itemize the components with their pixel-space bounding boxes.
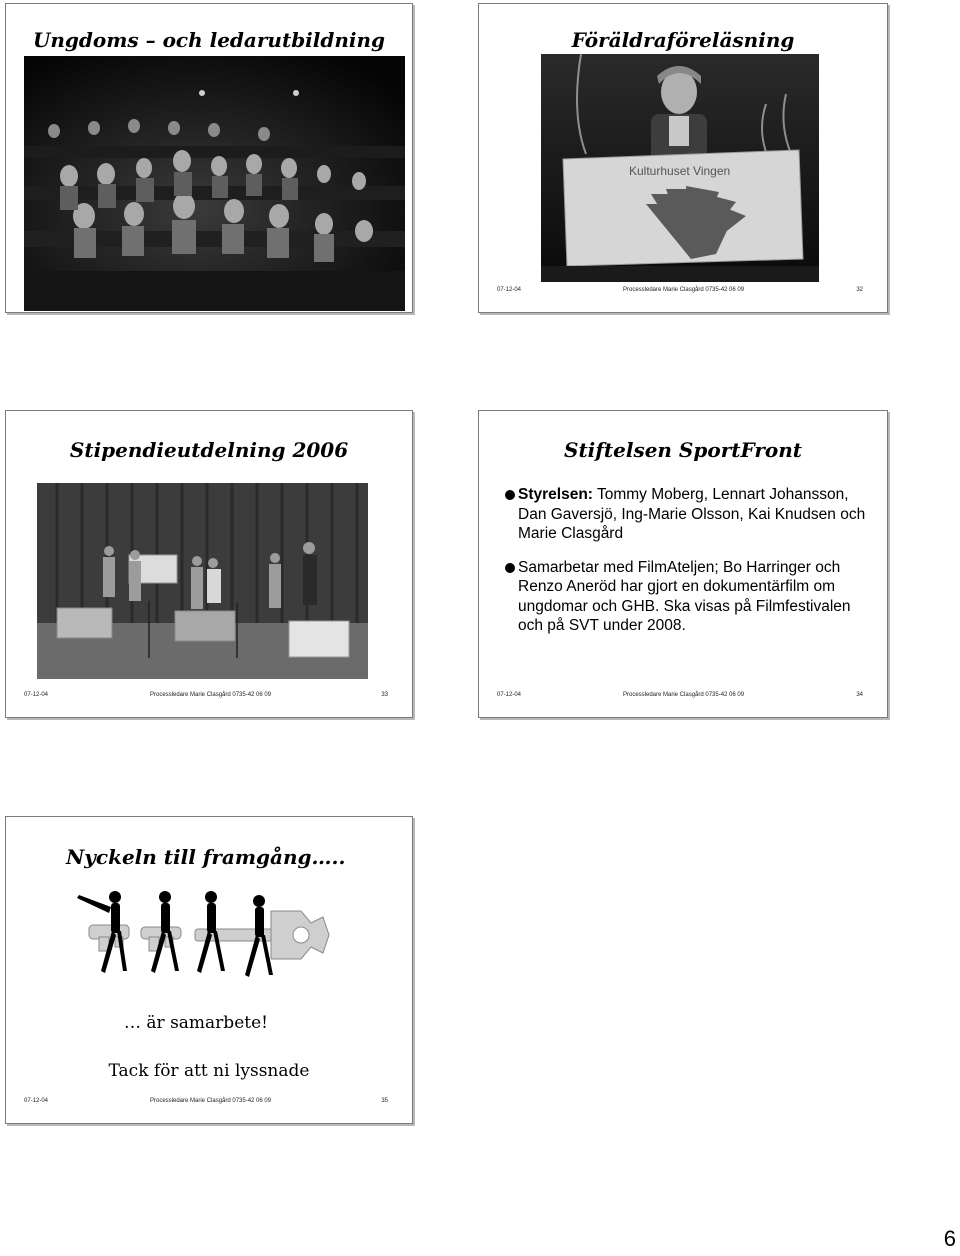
bullet-text: Samarbetar med FilmAteljen; Bo Harringer och Renzo Aneröd har gjort en dokumentärfilm om ungdomar och GHB. Ska visas på Filmfestivalen och på SVT under 2008. xyxy=(518,558,851,634)
page-number: 6 xyxy=(943,1226,956,1251)
speaker-photo xyxy=(541,54,819,282)
slide-33 xyxy=(5,410,413,718)
key-clipart-icon xyxy=(71,883,343,998)
thanks-line: Tack för att ni lyssnade xyxy=(108,1061,310,1081)
slide-footer xyxy=(479,287,887,297)
footer-slide-number: 32 xyxy=(856,287,863,293)
footer-slide-number: 33 xyxy=(381,692,388,698)
footer-date: 07-12-04 xyxy=(497,287,522,293)
slide-title: Ungdoms – och ledarutbildning xyxy=(32,28,386,52)
bullet-text: Tommy Moberg, Lennart Johansson, Dan Gaversjö, Ing-Marie Olsson, Kai Knudsen och Marie Clasgård xyxy=(518,486,866,542)
footer-date: 07-12-04 xyxy=(497,692,522,698)
slide-32 xyxy=(478,3,888,313)
slide-footer xyxy=(6,692,412,702)
stage-photo xyxy=(37,483,368,679)
footer-presenter: Processledare Marie Clasgård 0735-42 06 09 xyxy=(150,692,272,698)
footer-date: 07-12-04 xyxy=(24,692,49,698)
slide-title: Nyckeln till framgång….. xyxy=(66,845,346,869)
slide-footer xyxy=(6,1098,412,1108)
footer-presenter: Processledare Marie Clasgård 0735-42 06 09 xyxy=(623,287,745,293)
closing-line: … är samarbete! xyxy=(124,1013,268,1033)
footer-date: 07-12-04 xyxy=(24,1098,49,1104)
audience-photo xyxy=(24,56,405,311)
slide-title: Stiftelsen SportFront xyxy=(564,438,802,462)
footer-presenter: Processledare Marie Clasgård 0735-42 06 09 xyxy=(150,1098,272,1104)
slide-34 xyxy=(478,410,888,718)
bullet-item xyxy=(505,558,877,636)
bullet-bold: Styrelsen: xyxy=(518,486,593,503)
slide-31 xyxy=(5,3,413,313)
bullet-dot-icon xyxy=(505,563,515,573)
bullet-list xyxy=(505,485,877,650)
bullet-item xyxy=(505,485,877,544)
footer-slide-number: 34 xyxy=(856,692,863,698)
podium-text: Kulturhuset Vingen xyxy=(629,164,731,178)
slide-title: Stipendieutdelning 2006 xyxy=(69,438,349,462)
slide-footer xyxy=(479,692,887,702)
slide-35 xyxy=(5,816,413,1124)
footer-slide-number: 35 xyxy=(381,1098,388,1104)
footer-presenter: Processledare Marie Clasgård 0735-42 06 09 xyxy=(623,692,745,698)
slide-title: Föräldraföreläsning xyxy=(571,28,795,52)
bullet-dot-icon xyxy=(505,490,515,500)
